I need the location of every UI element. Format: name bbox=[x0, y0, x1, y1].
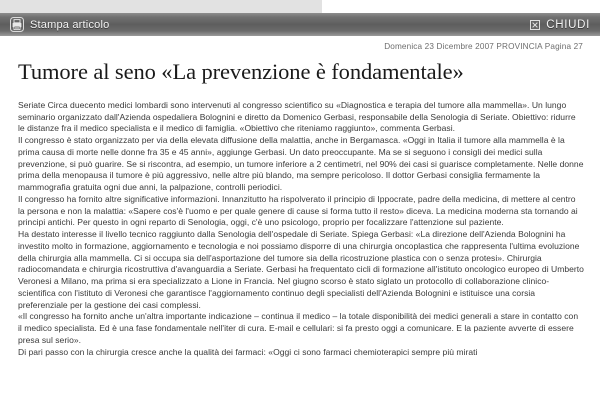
top-background-strip-right bbox=[322, 0, 600, 13]
top-background-strip bbox=[0, 0, 322, 13]
print-article-label: Stampa articolo bbox=[30, 18, 110, 31]
print-article-button[interactable] bbox=[10, 17, 109, 32]
article-dateline: Domenica 23 Dicembre 2007 PROVINCIA Pagina 27 bbox=[384, 42, 583, 51]
close-label: CHIUDI bbox=[546, 18, 590, 31]
article-paragraph: Ha destato interesse il livello tecnico raggiunto dalla Senologia dell'ospedale di Seriate. Spiega Gerbasi: «La direzione dell'Azienda Bolognini ha investito molto in formazione, aggiornamento e tecnologia e noi possiamo disporre di una chirurgia oncoplastica che rappresenta l'ultima evoluzione della chirurgia alla mammella. Ci si occupa sia dell'asportazione del tumore sia della ricostruzione plastica con o senza protesi». Chirurgia radiocomandata e chirurgia ricostruttiva d'avanguardia a Seriate. Gerbasi ha frequentato cicli di formazione all'istituto oncologico europeo di Umberto Veronesi a Milano, ma prima si era specializzato a Lione in Francia. Nel giugno scorso è stato siglato un protocollo di collaborazione clinico-scientifica con l'istituto di Veronesi che garantisce l'aggiornamento continuo degli specialisti dell'Azienda Bolognini e istituisce una corsia preferenziale per la gestione dei casi complessi. bbox=[18, 229, 584, 310]
article-body bbox=[18, 100, 584, 359]
article-content bbox=[0, 36, 600, 400]
article-paragraph: Di pari passo con la chirurgia cresce anche la qualità dei farmaci: «Oggi ci sono farmaci chemioterapici sempre più mirati bbox=[18, 346, 478, 357]
close-box-icon bbox=[530, 20, 540, 30]
print-toolbar bbox=[0, 13, 600, 36]
article-paragraph: «Il congresso ha fornito anche un'altra importante indicazione – continua il medico – la totale disponibilità dei medici generali a stare in contatto con il medico specialista. Ed è una fase fondamentale nell'iter di cura. E-mail e cellulari: si fa presto oggi a comunicare. E la paziente avverte di essere presa sul serio». bbox=[18, 311, 579, 345]
printer-icon bbox=[10, 17, 24, 32]
article-paragraph: Il congresso ha fornito altre significative informazioni. Innanzitutto ha rispolverato il principio di Ippocrate, padre della medicina, di mettere al centro la persona e non la malattia: «Sapere cos'è l'uomo e per quale genere di cause si forma tutto il resto» diceva. La medicina moderna sta tornando ai principi antichi. Per questo in ogni reparto di Senologia, oggi, c'è uno psicologo, proprio per focalizzare l'attenzione sul paziente. bbox=[18, 193, 578, 228]
close-button[interactable] bbox=[530, 19, 590, 31]
article-headline: Tumore al seno «La prevenzione è fondamentale» bbox=[18, 59, 464, 84]
article-paragraph: Il congresso è stato organizzato per via della elevata diffusione della malattia, anche in Bergamasca. «Oggi in Italia il tumore alla mammella è la prima causa di morte nelle donne fra 35 e 45 anni», aggiunge Gerbasi. Un dato preoccupante. Ma se si seguono i consigli dei medici sulla prevenzione, si può guarire. Se si riscontra, ad esempio, un tumore inferiore a 2 centimetri, nel 90% dei casi si guarisce completamente. Nelle donne prima della menopausa il tumore è più aggressivo, nelle altre più blando, ma sempre pericoloso. Il dottor Gerbasi consiglia fermamente la mammografia gratuita ogni due anni, la palpazione, controlli periodici. bbox=[18, 135, 584, 192]
article-paragraph: Seriate Circa duecento medici lombardi sono intervenuti al congresso scientifico su «Diagnostica e terapia del tumore alla mammella». Un lungo seminario organizzato dall'Azienda ospedaliera Bolognini e diretto da Domenico Gerbasi, responsabile della Senologia di Seriate. Obiettivo: ridurre le distanze fra il medico specialista e il medico di famiglia. «Obiettivo che riteniamo raggiunto», commenta Gerbasi. bbox=[18, 99, 576, 134]
